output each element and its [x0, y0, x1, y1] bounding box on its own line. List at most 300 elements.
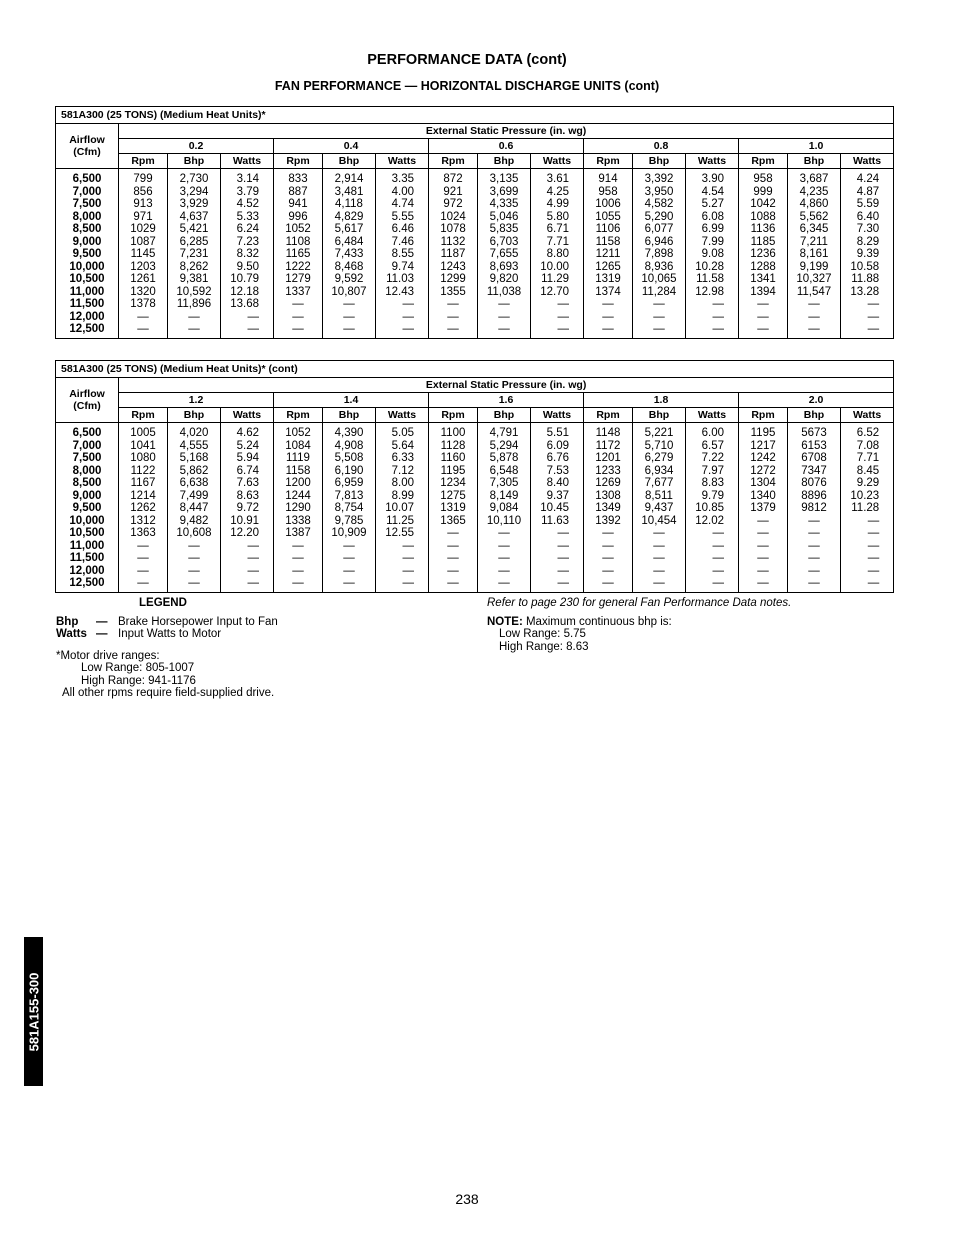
- legend-text: Input Watts to Motor: [118, 628, 222, 640]
- table-row: [56, 169, 894, 186]
- table-row: [56, 527, 894, 540]
- watts-cell: —: [221, 565, 274, 578]
- watts-cell: 7.23: [221, 236, 274, 249]
- column-header-watts: Watts: [221, 154, 274, 169]
- bhp-cell: 10,454: [633, 515, 686, 528]
- watts-cell: —: [686, 323, 739, 338]
- watts-cell: 6.57: [686, 440, 739, 453]
- watts-cell: 12.18: [221, 286, 274, 299]
- watts-cell: 8.29: [841, 236, 894, 249]
- table-caption: 581A300 (25 TONS) (Medium Heat Units)* (cont): [56, 361, 894, 378]
- bhp-cell: 8,754: [323, 502, 376, 515]
- bhp-cell: 6,484: [323, 236, 376, 249]
- watts-cell: 4.25: [531, 186, 584, 199]
- watts-cell: —: [841, 540, 894, 553]
- rpm-cell: 1203: [119, 261, 168, 274]
- bhp-cell: 8,693: [478, 261, 531, 274]
- bhp-cell: 11,547: [788, 286, 841, 299]
- bhp-cell: 5,421: [168, 223, 221, 236]
- bhp-cell: —: [323, 552, 376, 565]
- rpm-cell: 1055: [584, 211, 633, 224]
- rpm-cell: 1006: [584, 198, 633, 211]
- watts-cell: 4.24: [841, 169, 894, 186]
- rpm-cell: 1078: [429, 223, 478, 236]
- airflow-cell: 12,500: [56, 577, 119, 592]
- airflow-cell: 11,500: [56, 298, 119, 311]
- bhp-cell: 2,914: [323, 169, 376, 186]
- max-bhp-note: [487, 616, 672, 628]
- rpm-cell: —: [739, 577, 788, 592]
- watts-cell: 3.90: [686, 169, 739, 186]
- watts-cell: —: [686, 565, 739, 578]
- airflow-cell: 8,500: [56, 223, 119, 236]
- watts-cell: 6.00: [686, 423, 739, 440]
- column-header-bhp: Bhp: [633, 154, 686, 169]
- watts-cell: 9.39: [841, 248, 894, 261]
- column-header-bhp: Bhp: [788, 154, 841, 169]
- rpm-cell: —: [274, 577, 323, 592]
- rpm-cell: 1187: [429, 248, 478, 261]
- watts-cell: 11.25: [376, 515, 429, 528]
- watts-cell: 4.74: [376, 198, 429, 211]
- watts-cell: 9.08: [686, 248, 739, 261]
- page-subtitle: FAN PERFORMANCE — HORIZONTAL DISCHARGE UNITS (cont): [274, 79, 660, 93]
- watts-cell: 6.08: [686, 211, 739, 224]
- watts-cell: 12.55: [376, 527, 429, 540]
- rpm-cell: —: [739, 515, 788, 528]
- bhp-cell: 4,335: [478, 198, 531, 211]
- watts-cell: 3.35: [376, 169, 429, 186]
- watts-cell: 6.33: [376, 452, 429, 465]
- rpm-cell: 887: [274, 186, 323, 199]
- table-row: [56, 286, 894, 299]
- airflow-cell: 7,000: [56, 440, 119, 453]
- rpm-cell: 1337: [274, 286, 323, 299]
- airflow-header: Airflow (Cfm): [56, 124, 119, 169]
- column-header-watts: Watts: [531, 154, 584, 169]
- bhp-cell: 8896: [788, 490, 841, 503]
- table-row: [56, 502, 894, 515]
- rpm-cell: 1290: [274, 502, 323, 515]
- bhp-cell: 4,118: [323, 198, 376, 211]
- watts-cell: —: [376, 298, 429, 311]
- bhp-cell: 9,482: [168, 515, 221, 528]
- airflow-cell: 10,000: [56, 261, 119, 274]
- bhp-cell: 4,637: [168, 211, 221, 224]
- watts-cell: —: [531, 323, 584, 338]
- bhp-cell: —: [478, 552, 531, 565]
- table-row: [56, 423, 894, 440]
- pressure-header: 0.8: [584, 139, 739, 154]
- bhp-cell: 6,077: [633, 223, 686, 236]
- esp-header: External Static Pressure (in. wg): [119, 378, 894, 393]
- rpm-cell: 1185: [739, 236, 788, 249]
- rpm-cell: 1243: [429, 261, 478, 274]
- table-row: [56, 273, 894, 286]
- bhp-cell: 6,703: [478, 236, 531, 249]
- bhp-cell: —: [633, 565, 686, 578]
- rpm-cell: —: [584, 565, 633, 578]
- watts-cell: 8.63: [221, 490, 274, 503]
- bhp-cell: 9,199: [788, 261, 841, 274]
- watts-cell: 10.58: [841, 261, 894, 274]
- watts-cell: —: [221, 323, 274, 338]
- table-row: [56, 440, 894, 453]
- rpm-cell: —: [119, 323, 168, 338]
- watts-cell: —: [221, 552, 274, 565]
- rpm-cell: 1122: [119, 465, 168, 478]
- watts-cell: —: [376, 565, 429, 578]
- airflow-cell: 8,000: [56, 211, 119, 224]
- bhp-cell: —: [633, 323, 686, 338]
- rpm-cell: 1355: [429, 286, 478, 299]
- bhp-cell: 10,608: [168, 527, 221, 540]
- bhp-cell: 10,110: [478, 515, 531, 528]
- watts-cell: 10.07: [376, 502, 429, 515]
- rpm-cell: 1269: [584, 477, 633, 490]
- rpm-cell: 1029: [119, 223, 168, 236]
- watts-cell: 4.62: [221, 423, 274, 440]
- pressure-header: 1.2: [119, 393, 274, 408]
- bhp-cell: 5,617: [323, 223, 376, 236]
- rpm-cell: —: [119, 565, 168, 578]
- bhp-cell: 6,190: [323, 465, 376, 478]
- watts-cell: 8.40: [531, 477, 584, 490]
- rpm-cell: —: [429, 565, 478, 578]
- bhp-cell: 4,390: [323, 423, 376, 440]
- watts-cell: 6.76: [531, 452, 584, 465]
- bhp-cell: 7,305: [478, 477, 531, 490]
- pressure-header: 1.8: [584, 393, 739, 408]
- airflow-cell: 11,000: [56, 286, 119, 299]
- rpm-cell: 1262: [119, 502, 168, 515]
- watts-cell: 7.71: [531, 236, 584, 249]
- watts-cell: 11.58: [686, 273, 739, 286]
- watts-cell: 5.51: [531, 423, 584, 440]
- max-bhp-low-range: Low Range: 5.75: [499, 628, 586, 640]
- rpm-cell: —: [584, 311, 633, 324]
- watts-cell: 12.98: [686, 286, 739, 299]
- table-row: [56, 565, 894, 578]
- column-header-watts: Watts: [841, 408, 894, 423]
- rpm-cell: 1244: [274, 490, 323, 503]
- rpm-cell: —: [739, 298, 788, 311]
- bhp-cell: 10,909: [323, 527, 376, 540]
- watts-cell: 6.99: [686, 223, 739, 236]
- watts-cell: —: [686, 577, 739, 592]
- bhp-cell: —: [788, 540, 841, 553]
- watts-cell: —: [841, 565, 894, 578]
- rpm-cell: —: [119, 311, 168, 324]
- watts-cell: 10.85: [686, 502, 739, 515]
- table-row: [56, 186, 894, 199]
- bhp-cell: 6,345: [788, 223, 841, 236]
- rpm-cell: —: [739, 552, 788, 565]
- bhp-cell: —: [633, 311, 686, 324]
- rpm-cell: 833: [274, 169, 323, 186]
- rpm-cell: 999: [739, 186, 788, 199]
- airflow-cell: 7,500: [56, 198, 119, 211]
- bhp-cell: 5,221: [633, 423, 686, 440]
- bhp-cell: 7,677: [633, 477, 686, 490]
- column-header-bhp: Bhp: [168, 154, 221, 169]
- column-header-watts: Watts: [221, 408, 274, 423]
- rpm-cell: 1200: [274, 477, 323, 490]
- table-row: [56, 490, 894, 503]
- rpm-cell: 1378: [119, 298, 168, 311]
- bhp-cell: —: [168, 540, 221, 553]
- airflow-cell: 6,500: [56, 169, 119, 186]
- bhp-cell: 6,285: [168, 236, 221, 249]
- table-row: [56, 248, 894, 261]
- rpm-cell: 856: [119, 186, 168, 199]
- bhp-cell: —: [633, 298, 686, 311]
- bhp-cell: 3,135: [478, 169, 531, 186]
- pressure-header: 0.6: [429, 139, 584, 154]
- rpm-cell: —: [739, 311, 788, 324]
- watts-cell: 6.24: [221, 223, 274, 236]
- bhp-cell: —: [323, 565, 376, 578]
- airflow-cell: 12,000: [56, 311, 119, 324]
- watts-cell: 5.27: [686, 198, 739, 211]
- bhp-cell: —: [788, 323, 841, 338]
- rpm-cell: 1042: [739, 198, 788, 211]
- rpm-cell: 1167: [119, 477, 168, 490]
- bhp-cell: 8,161: [788, 248, 841, 261]
- rpm-cell: 1100: [429, 423, 478, 440]
- rpm-cell: 1338: [274, 515, 323, 528]
- rpm-cell: 1195: [739, 423, 788, 440]
- watts-cell: 3.61: [531, 169, 584, 186]
- rpm-cell: 996: [274, 211, 323, 224]
- bhp-cell: —: [633, 552, 686, 565]
- rpm-cell: 1236: [739, 248, 788, 261]
- legend-abbr: Bhp: [56, 616, 79, 628]
- watts-cell: 8.00: [376, 477, 429, 490]
- bhp-cell: —: [788, 311, 841, 324]
- bhp-cell: 3,481: [323, 186, 376, 199]
- page-title: PERFORMANCE DATA (cont): [367, 52, 567, 68]
- bhp-cell: 4,235: [788, 186, 841, 199]
- table-row: [56, 577, 894, 592]
- rpm-cell: 1088: [739, 211, 788, 224]
- bhp-cell: —: [478, 323, 531, 338]
- rpm-cell: 1052: [274, 223, 323, 236]
- airflow-cell: 9,000: [56, 490, 119, 503]
- motor-drive-heading: *Motor drive ranges:: [56, 650, 160, 662]
- bhp-cell: —: [478, 540, 531, 553]
- rpm-cell: —: [584, 298, 633, 311]
- rpm-cell: 1148: [584, 423, 633, 440]
- rpm-cell: 958: [739, 169, 788, 186]
- rpm-cell: —: [274, 311, 323, 324]
- rpm-cell: 1320: [119, 286, 168, 299]
- bhp-cell: —: [323, 540, 376, 553]
- legend-abbr: Watts: [56, 628, 87, 640]
- watts-cell: —: [841, 527, 894, 540]
- bhp-cell: —: [633, 527, 686, 540]
- rpm-cell: 1005: [119, 423, 168, 440]
- table-row: [56, 298, 894, 311]
- bhp-cell: 7,231: [168, 248, 221, 261]
- rpm-cell: —: [584, 577, 633, 592]
- bhp-cell: 5,294: [478, 440, 531, 453]
- table-row: [56, 311, 894, 324]
- bhp-cell: 8,149: [478, 490, 531, 503]
- column-header-bhp: Bhp: [633, 408, 686, 423]
- note-label: NOTE:: [487, 616, 523, 628]
- watts-cell: 11.29: [531, 273, 584, 286]
- watts-cell: —: [841, 311, 894, 324]
- bhp-cell: 9,785: [323, 515, 376, 528]
- rpm-cell: 1136: [739, 223, 788, 236]
- table-row: [56, 540, 894, 553]
- watts-cell: —: [841, 515, 894, 528]
- rpm-cell: 799: [119, 169, 168, 186]
- watts-cell: —: [376, 311, 429, 324]
- bhp-cell: 10,807: [323, 286, 376, 299]
- rpm-cell: 1201: [584, 452, 633, 465]
- rpm-cell: 1158: [274, 465, 323, 478]
- table-row: [56, 198, 894, 211]
- rpm-cell: 1108: [274, 236, 323, 249]
- bhp-cell: 11,038: [478, 286, 531, 299]
- watts-cell: 4.54: [686, 186, 739, 199]
- watts-cell: 10.79: [221, 273, 274, 286]
- bhp-cell: 5,290: [633, 211, 686, 224]
- watts-cell: 5.64: [376, 440, 429, 453]
- rpm-cell: 1052: [274, 423, 323, 440]
- bhp-cell: —: [788, 298, 841, 311]
- watts-cell: —: [686, 298, 739, 311]
- bhp-cell: 8,447: [168, 502, 221, 515]
- rpm-cell: 972: [429, 198, 478, 211]
- watts-cell: 11.88: [841, 273, 894, 286]
- watts-cell: —: [376, 577, 429, 592]
- table-row: [56, 261, 894, 274]
- legend-dash: —: [96, 628, 108, 640]
- esp-header: External Static Pressure (in. wg): [119, 124, 894, 139]
- bhp-cell: 4,555: [168, 440, 221, 453]
- watts-cell: —: [686, 552, 739, 565]
- watts-cell: 12.70: [531, 286, 584, 299]
- bhp-cell: 3,392: [633, 169, 686, 186]
- watts-cell: 6.09: [531, 440, 584, 453]
- bhp-cell: 10,065: [633, 273, 686, 286]
- rpm-cell: —: [274, 298, 323, 311]
- watts-cell: 12.20: [221, 527, 274, 540]
- rpm-cell: —: [429, 552, 478, 565]
- bhp-cell: —: [478, 527, 531, 540]
- rpm-cell: 1279: [274, 273, 323, 286]
- rpm-cell: —: [584, 552, 633, 565]
- pressure-header: 1.6: [429, 393, 584, 408]
- watts-cell: 4.87: [841, 186, 894, 199]
- rpm-cell: —: [429, 311, 478, 324]
- column-header-rpm: Rpm: [429, 408, 478, 423]
- bhp-cell: 6,959: [323, 477, 376, 490]
- table-row: [56, 515, 894, 528]
- watts-cell: —: [531, 577, 584, 592]
- bhp-cell: 6708: [788, 452, 841, 465]
- bhp-cell: 3,699: [478, 186, 531, 199]
- rpm-cell: —: [429, 527, 478, 540]
- bhp-cell: 7,433: [323, 248, 376, 261]
- bhp-cell: —: [633, 540, 686, 553]
- bhp-cell: 8,468: [323, 261, 376, 274]
- airflow-cell: 8,500: [56, 477, 119, 490]
- watts-cell: 9.50: [221, 261, 274, 274]
- watts-cell: 10.28: [686, 261, 739, 274]
- watts-cell: 9.74: [376, 261, 429, 274]
- column-header-bhp: Bhp: [478, 154, 531, 169]
- bhp-cell: 3,950: [633, 186, 686, 199]
- watts-cell: 10.00: [531, 261, 584, 274]
- bhp-cell: —: [478, 565, 531, 578]
- bhp-cell: 7,898: [633, 248, 686, 261]
- watts-cell: 9.72: [221, 502, 274, 515]
- rpm-cell: 1308: [584, 490, 633, 503]
- bhp-cell: —: [788, 527, 841, 540]
- watts-cell: 7.71: [841, 452, 894, 465]
- rpm-cell: 1341: [739, 273, 788, 286]
- rpm-cell: 1265: [584, 261, 633, 274]
- watts-cell: 8.45: [841, 465, 894, 478]
- side-tab: [24, 937, 43, 1086]
- column-header-bhp: Bhp: [323, 154, 376, 169]
- airflow-cell: 9,500: [56, 248, 119, 261]
- rpm-cell: 1349: [584, 502, 633, 515]
- watts-cell: 12.02: [686, 515, 739, 528]
- bhp-cell: 8,936: [633, 261, 686, 274]
- watts-cell: 4.99: [531, 198, 584, 211]
- bhp-cell: 7,655: [478, 248, 531, 261]
- table-row: [56, 452, 894, 465]
- rpm-cell: —: [739, 540, 788, 553]
- page-number: 238: [455, 1191, 479, 1207]
- rpm-cell: 1319: [584, 273, 633, 286]
- rpm-cell: —: [739, 323, 788, 338]
- column-header-rpm: Rpm: [119, 408, 168, 423]
- watts-cell: —: [376, 323, 429, 338]
- legend-title: LEGEND: [139, 597, 187, 609]
- bhp-cell: 4,908: [323, 440, 376, 453]
- bhp-cell: 9,592: [323, 273, 376, 286]
- rpm-cell: 1165: [274, 248, 323, 261]
- legend-dash: —: [96, 616, 108, 628]
- rpm-cell: 1145: [119, 248, 168, 261]
- watts-cell: —: [531, 527, 584, 540]
- rpm-cell: 1340: [739, 490, 788, 503]
- airflow-cell: 8,000: [56, 465, 119, 478]
- motor-drive-high-range: High Range: 941-1176: [81, 675, 196, 687]
- bhp-cell: 9,437: [633, 502, 686, 515]
- column-header-rpm: Rpm: [119, 154, 168, 169]
- rpm-cell: 941: [274, 198, 323, 211]
- watts-cell: —: [531, 298, 584, 311]
- rpm-cell: —: [274, 565, 323, 578]
- bhp-cell: 6,638: [168, 477, 221, 490]
- bhp-cell: —: [168, 311, 221, 324]
- pressure-header: 1.4: [274, 393, 429, 408]
- watts-cell: 9.37: [531, 490, 584, 503]
- rpm-cell: 1234: [429, 477, 478, 490]
- column-header-watts: Watts: [531, 408, 584, 423]
- watts-cell: 4.52: [221, 198, 274, 211]
- rpm-cell: —: [584, 527, 633, 540]
- bhp-cell: 4,829: [323, 211, 376, 224]
- watts-cell: —: [531, 565, 584, 578]
